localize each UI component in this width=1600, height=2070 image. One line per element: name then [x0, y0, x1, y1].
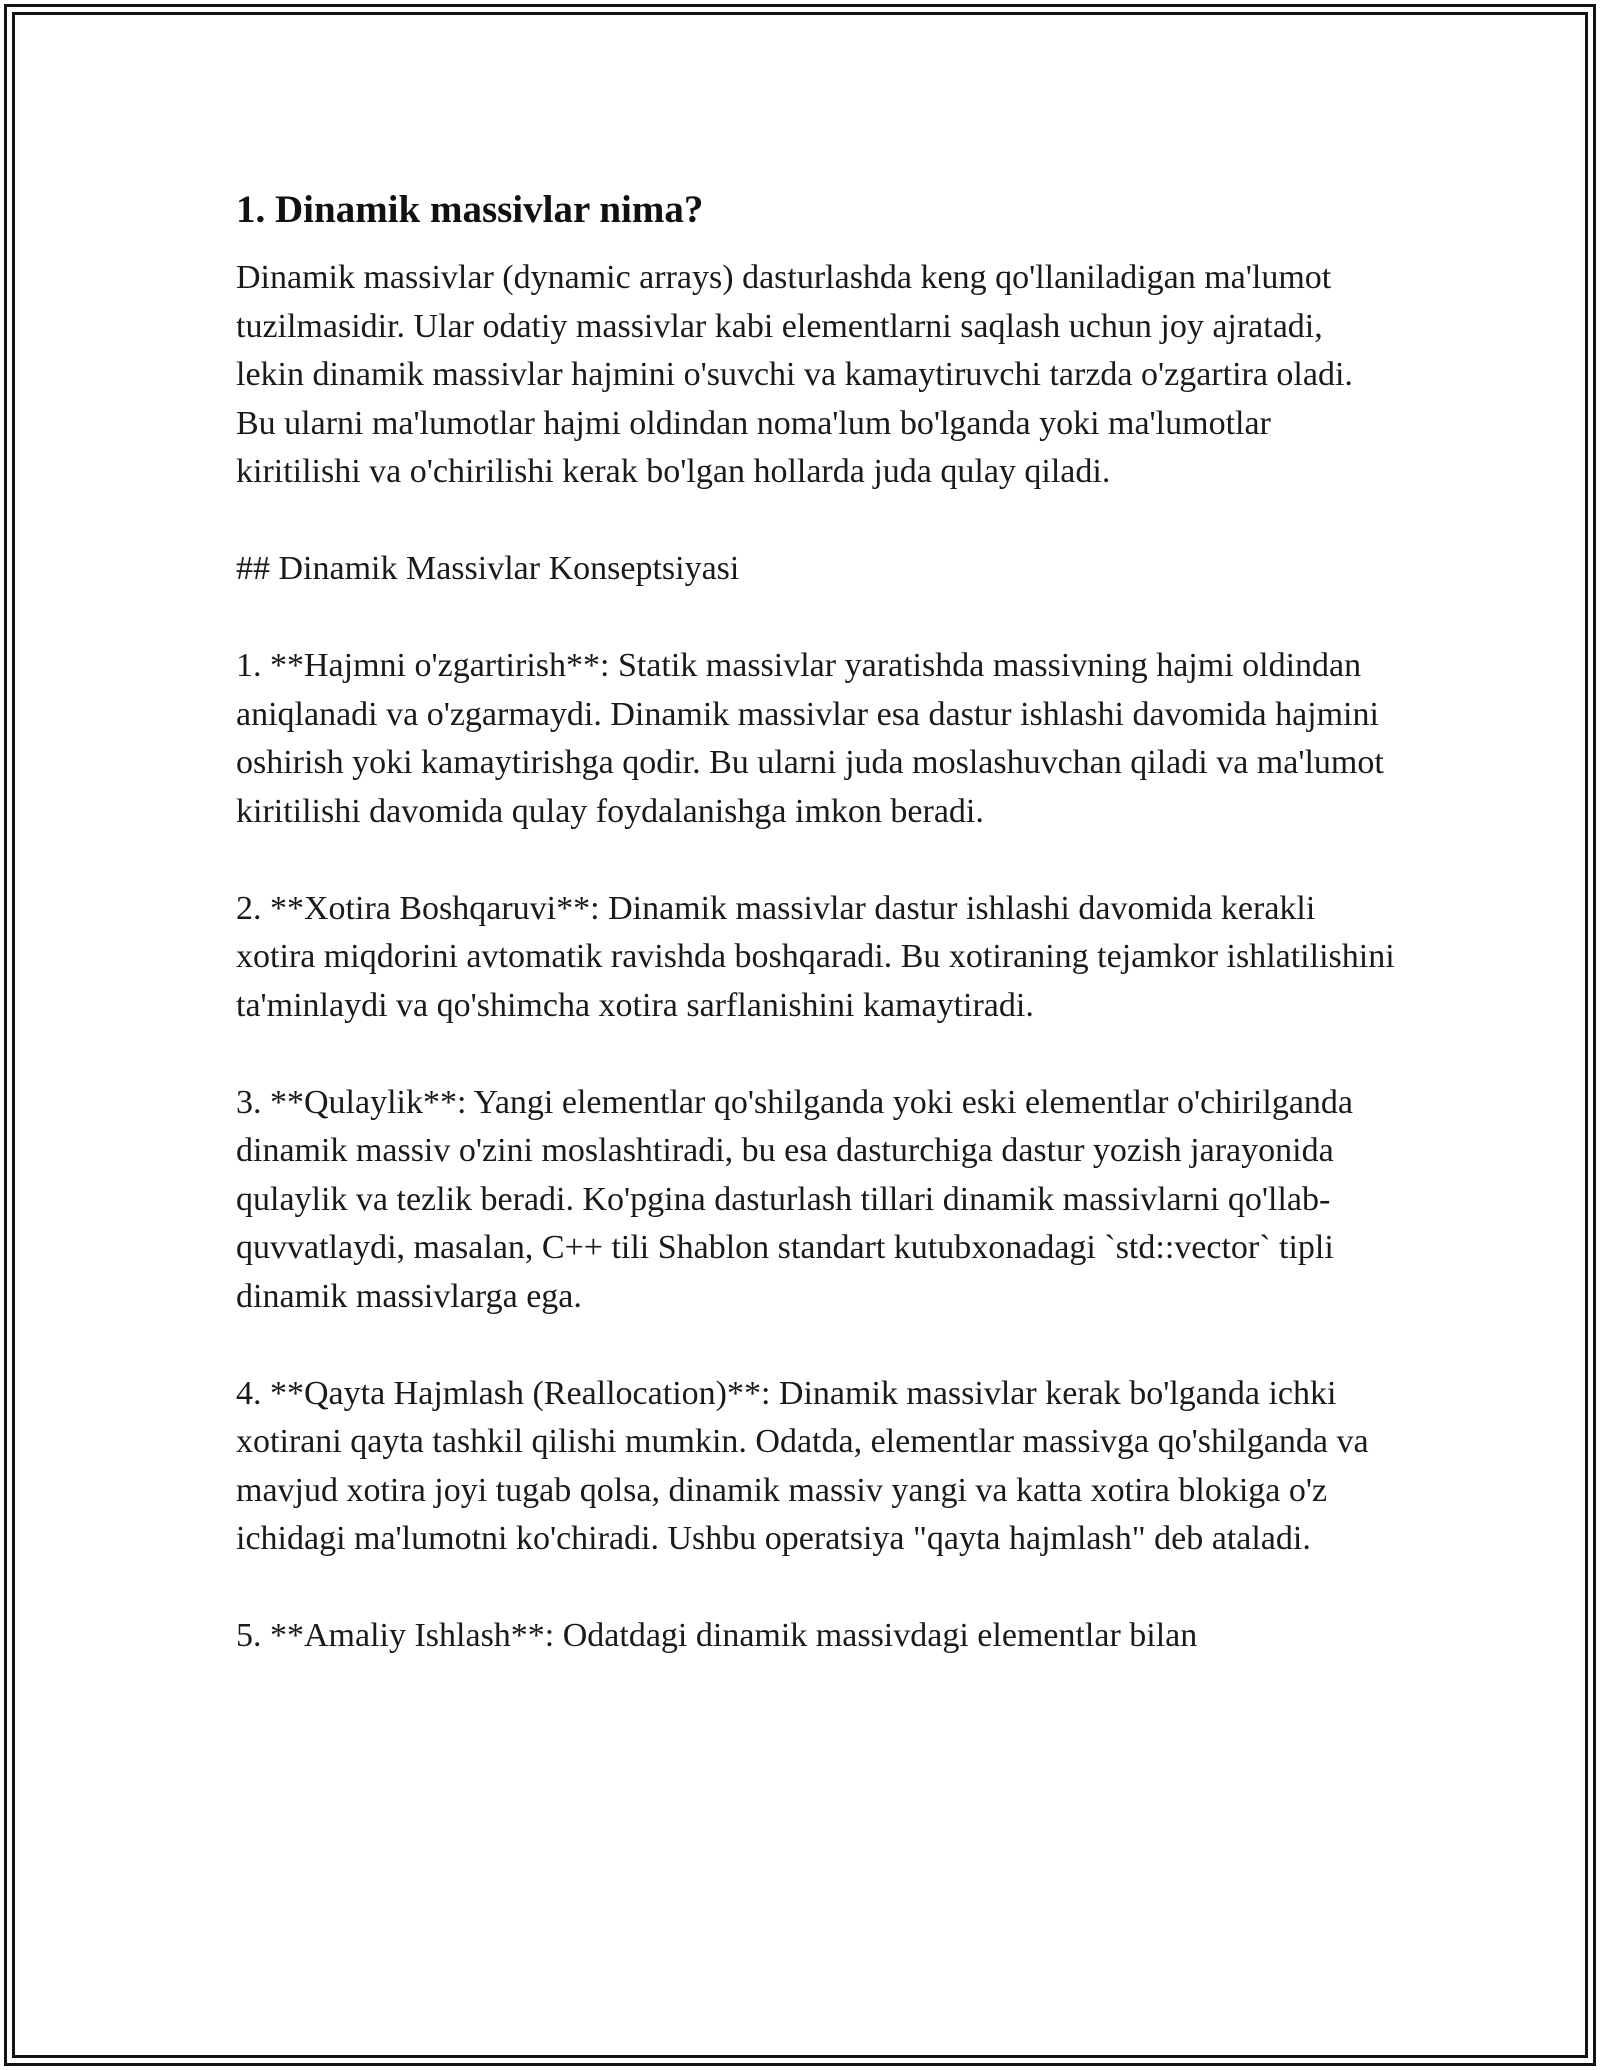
paragraph-item-3: 3. **Qulaylik**: Yangi elementlar qo'shilganda yoki eski elementlar o'chirilganda dinamik massiv o'zini moslashtiradi, bu esa dasturchiga dastur yozish jarayonida qulaylik va tezlik beradi. Ko'pgina dasturlash tillari dinamik massivlarni qo'llab-quvvatlaydi, masalan, C++ tili Shablon standart kutubxonadagi `std::vector` tipli dinamik massivlarga ega. [236, 1083, 1354, 1315]
paragraph-intro: Dinamik massivlar (dynamic arrays) dasturlashda keng qo'llaniladigan ma'lumot tuzilmasidir. Ular odatiy massivlar kabi elementlarni saqlash uchun joy ajratadi, lekin dinamik massivlar hajmini o'suvchi va kamaytiruvchi tarzda o'zgartira oladi. Bu ularni ma'lumotlar hajmi oldindan noma'lum bo'lganda yoki ma'lumotlar kiritilishi va o'chirilishi kerak bo'lgan hollarda juda qulay qiladi. [236, 259, 1353, 490]
paragraph-item-2: 2. **Xotira Boshqaruvi**: Dinamik massivlar dastur ishlashi davomida kerakli xotira miqdorini avtomatik ravishda boshqaradi. Bu xotiraning tejamkor ishlatilishini ta'minlaydi va qo'shimcha xotira sarflanishini kamaytiradi. [236, 889, 1395, 1024]
paragraph-subheading: ## Dinamik Massivlar Konseptsiyasi [236, 550, 740, 587]
section-heading: 1. Dinamik massivlar nima? [236, 188, 704, 231]
paragraph-item-5: 5. **Amaliy Ishlash**: Odatdagi dinamik massivdagi elementlar bilan [236, 1617, 1198, 1654]
paragraph-item-4: 4. **Qayta Hajmlash (Reallocation)**: Dinamik massivlar kerak bo'lganda ichki xotirani qayta tashkil qilishi mumkin. Odatda, elementlar massivga qo'shilganda va mavjud xotira joyi tugab qolsa, dinamik massiv yangi va katta xotira blokiga o'z ichidagi ma'lumotni ko'chiradi. Ushbu operatsiya "qayta hajmlash" deb ataladi. [236, 1374, 1369, 1557]
paragraph-item-1: 1. **Hajmni o'zgartirish**: Statik massivlar yaratishda massivning hajmi oldindan aniqlanadi va o'zgarmaydi. Dinamik massivlar esa dastur ishlashi davomida hajmini oshirish yoki kamaytirishga qodir. Bu ularni juda moslashuvchan qiladi va ma'lumot kiritilishi davomida qulay foydalanishga imkon beradi. [236, 647, 1384, 830]
document-body [236, 186, 1396, 1661]
